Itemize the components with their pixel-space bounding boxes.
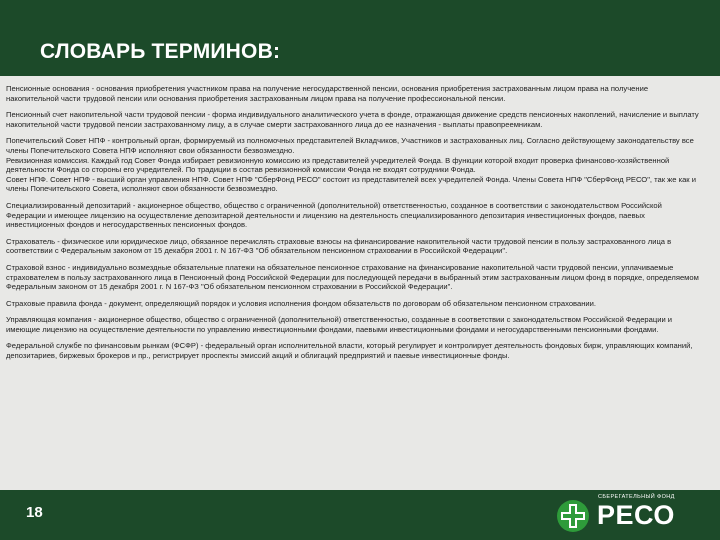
logo-name: РЕСО xyxy=(597,500,675,530)
term-management-company: Управляющая компания - акционерное общество, общество с ограниченной (дополнительной) ответственностью, созданные в соответствии с законодательством Российской Федерации и имеющие лицензию на осуществление деятельности по управлению инвестиционными фондами, паевыми инвестиционными фондами и негосударственными пенсионными фондами. xyxy=(6,315,673,334)
term-insurer: Страхователь - физическое или юридическое лицо, обязанное перечислять страховые взносы на финансирование накопительной части трудовой пенсии в пользу застрахованного лица в соответствии с Федеральным законом от 15 декабря 2001 г. N 167-ФЗ "Об обязательном пенсионном страховании в Российской Федерации". xyxy=(6,236,672,256)
term-insurance-contribution: Страховой взнос - индивидуально возмездные обязательные платежи на обязательное пенсионное страхование на финансирование накопительной части трудовой пенсии, уплачиваемые страхователем в пользу застрахованного лица в Пенсионный фонд Российской Федерации для последующей передачи в выбранный этим застрахованным лицом фонд в порядке, определяемом Федеральным законом от 15 декабря 2001 г. N 167-ФЗ "Об обязательном пенсионном страховании в Российской Федерации". xyxy=(6,262,699,292)
logo-caption: СБЕРЕГАТЕЛЬНЫЙ ФОНД xyxy=(598,494,675,500)
term-pension-grounds: Пенсионные основания - основания приобретения участником права на получение негосударственной пенсии, основания приобретения застрахованным лицом права на получение накопительной части трудовой пенсии или основания приобретения застрахованным лицом права на получение профессиональной пенсии. xyxy=(6,84,649,103)
term-pension-account: Пенсионный счет накопительной части трудовой пенсии - форма индивидуального аналитического учета в фонде, отражающая движение средств пенсионных накоплений, начисление и выплату накопительной части трудовой пенсии застрахованному лицу, а в случае смерти застрахованного лица до ее назначения - выплаты правопреемникам. xyxy=(6,110,699,129)
term-fsfr: Федеральной службе по финансовым рынкам (ФСФР) - федеральный орган исполнительной власти, который регулирует и контролирует деятельность фондовых бирж, управляющих компаний, депозитариев, биржевых брокеров и пр., регистрирует проспекты эмиссий акций и облигаций предприятий и паевые инвестиционные фонды. xyxy=(6,341,693,361)
footer-bar xyxy=(0,490,720,540)
term-board-of-trustees: Попечительский Совет НПФ - контрольный орган, формируемый из полномочных представителей Вкладчиков, Участников и застрахованных лиц. Согласно действующему законодательству все члены Попечительского Совета НПФ исполняют свои обязанности безвозмездно. xyxy=(6,136,694,155)
term-fund-council: Совет НПФ. Совет НПФ - высший орган управления НПФ. Совет НПФ "СберФонд РЕСО" состоит из представителей всех учредителей Фонда. Члены Совета НПФ "СберФонд РЕСО", так же как и члены Попечительского Совета, исполняют свои обязанности безвозмездно. xyxy=(6,174,696,194)
glossary-content xyxy=(6,84,700,368)
page-number: 18 xyxy=(26,504,43,521)
header-bar xyxy=(0,0,720,76)
term-insurance-rules: Страховые правила фонда - документ, определяющий порядок и условия исполнения фондом обязательств по договорам об обязательном пенсионном страховании. xyxy=(6,298,597,308)
term-specialized-depository: Специализированный депозитарий - акционерное общество, общество с ограниченной (дополнительной) ответственностью, созданное в соответствии с законодательством Российской Федерации и имеющее лицензию на осуществление депозитарной деятельности и лицензию на деятельность специализированного депозитария инвестиционных фондов, паевых инвестиционных фондов и негосударственных пенсионных фондов. xyxy=(6,200,662,230)
page-title: СЛОВАРЬ ТЕРМИНОВ: xyxy=(40,40,281,63)
term-audit-commission: Ревизионная комиссия. Каждый год Совет Фонда избирает ревизионную комиссию из представителей учредителей Фонда. В функции которой входит проверка финансово-хозяйственной деятельности Фонда со стороны его учредителей. По традиции в состав ревизионной комиссии Фонда не входят сотрудники Фонда. xyxy=(6,155,670,175)
